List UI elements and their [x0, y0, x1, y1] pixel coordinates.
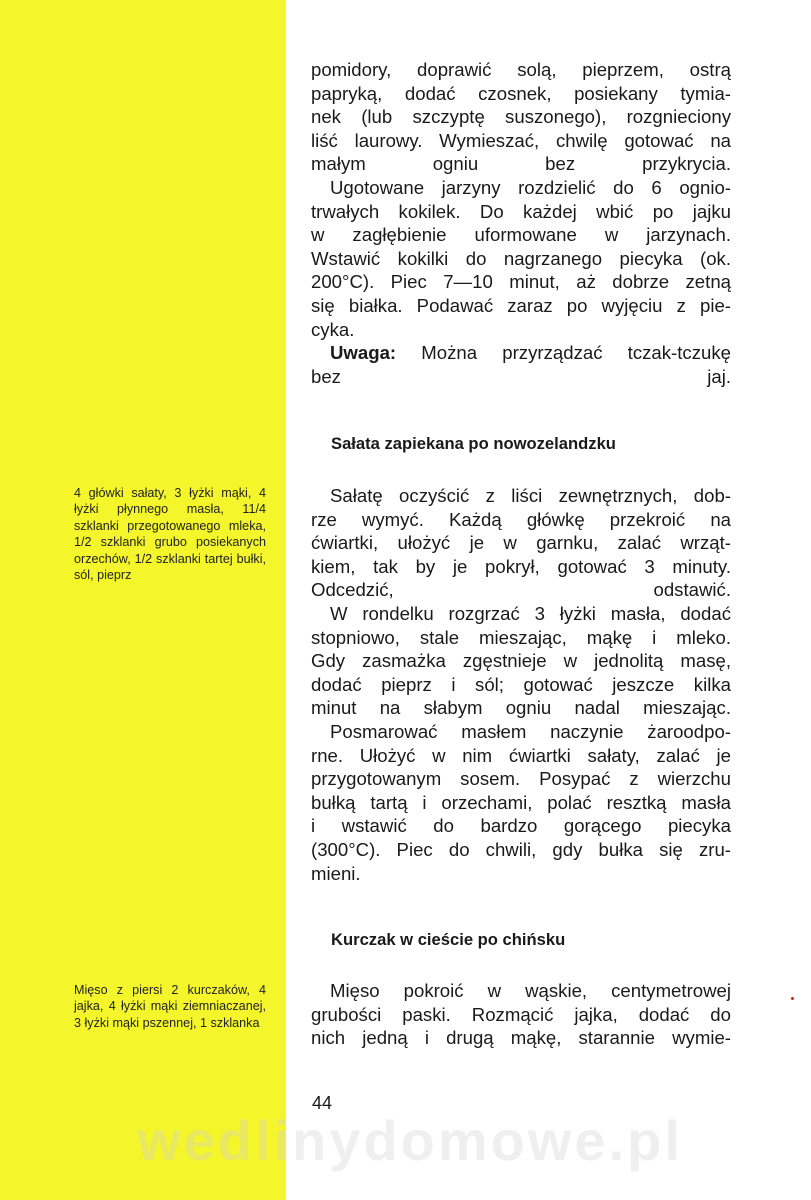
recipe-title-chicken: Kurczak w cieście po chińsku	[331, 930, 566, 949]
ingredients-chicken: Mięso z piersi 2 kurczaków, 4 jajka, 4 łyżki mąki ziemniaczanej, 3 łyżki mąki pszennej, 1 szklanka	[74, 983, 266, 1030]
text-line: W rondelku rozgrzać 3 łyżki masła, dodać	[330, 602, 731, 624]
text-line: przygotowanym sosem. Posypać z wierzchu	[311, 768, 731, 790]
text-line: dodać pieprz i sól; gotować jeszcze kilka	[311, 673, 731, 695]
paragraph	[311, 484, 731, 602]
text-line: Sałatę oczyścić z liści zewnętrznych, dob-	[330, 485, 731, 506]
text-line: trwałych kokilek. Do każdej wbić po jajku	[311, 200, 731, 222]
text-line: Odcedzić, odstawić.	[311, 579, 731, 601]
text-line: rze wymyć. Każdą główkę przekroić na	[311, 508, 731, 530]
ingredients-salad: 4 główki sałaty, 3 łyżki mąki, 4 łyżki płynnego masła, 11/4 szklanki przegotowanego mleka, 1/2 szklanki grubo posiekanych orzechów, 1/2 szklanki tartej bułki, sól, pieprz	[74, 486, 266, 583]
text-line: pomidory, doprawić solą, pieprzem, ostrą	[311, 59, 731, 80]
text-line: cyka.	[311, 318, 355, 340]
text-line: stopniowo, stale mieszając, mąkę i mleko.	[311, 626, 731, 648]
text-line: i wstawić do bardzo gorącego piecyka	[311, 815, 731, 837]
salad-recipe-text	[311, 484, 731, 885]
paragraph	[311, 720, 731, 885]
note-paragraph	[311, 341, 731, 388]
text-line: (300°C). Piec do chwili, gdy bułka się zru-	[311, 838, 731, 860]
text-line: grubości paski. Rozmącić jajka, dodać do	[311, 1003, 731, 1025]
text-line: liść laurowy. Wymieszać, chwilę gotować na	[311, 129, 731, 151]
text-line: mieni.	[311, 862, 361, 884]
text-line: Wstawić kokilki do nagrzanego piecyka (ok.	[311, 247, 731, 269]
text-line: Można przyrządzać tczak-tczukę	[396, 342, 731, 364]
text-line: Ugotowane jarzyny rozdzielić do 6 ognio-	[330, 176, 731, 198]
chicken-recipe-text	[311, 979, 731, 1050]
text-line: Gdy zasmażka zgęstnieje w jednolitą masę,	[311, 650, 731, 672]
text-line: 200°C). Piec 7—10 minut, aż dobrze zetną	[311, 271, 731, 293]
text-line: małym ogniu bez przykrycia.	[311, 153, 731, 175]
paragraph	[311, 176, 731, 341]
text-line: papryką, dodać czosnek, posiekany tymia-	[311, 82, 731, 104]
paragraph	[311, 58, 731, 176]
paragraph	[311, 602, 731, 720]
text-line: minut na słabym ogniu nadal mieszając.	[311, 697, 731, 719]
text-line: nek (lub szczyptę suszonego), rozgnieciony	[311, 106, 731, 128]
text-line: bułką tartą i orzechami, polać resztką masła	[311, 791, 731, 813]
text-line: się białka. Podawać zaraz po wyjęciu z pie-	[311, 294, 731, 316]
recipe-title-salad: Sałata zapiekana po nowozelandzku	[331, 434, 616, 453]
text-line: bez jaj.	[311, 365, 731, 387]
note-label: Uwaga:	[330, 342, 397, 364]
print-speck	[791, 997, 794, 1000]
text-line: kiem, tak by je pokrył, gotować 3 minuty.	[311, 555, 731, 577]
text-line: rne. Ułożyć w nim ćwiartki sałaty, zalać je	[311, 744, 731, 766]
text-line: Posmarować masłem naczynie żaroodpo-	[330, 720, 731, 742]
text-line: ćwiartki, ułożyć je w garnku, zalać wrząt-	[311, 532, 731, 554]
text-line: Mięso pokroić w wąskie, centymetrowej	[330, 980, 731, 1001]
paragraph	[311, 979, 731, 1050]
text-line: w zagłębienie uformowane w jarzynach.	[311, 224, 731, 246]
page-number: 44	[312, 1093, 333, 1113]
continued-recipe-text	[311, 58, 731, 388]
text-line: nich jedną i drugą mąkę, starannie wymie-	[311, 1027, 731, 1049]
watermark: wedlinydomowe.pl	[137, 1109, 683, 1172]
